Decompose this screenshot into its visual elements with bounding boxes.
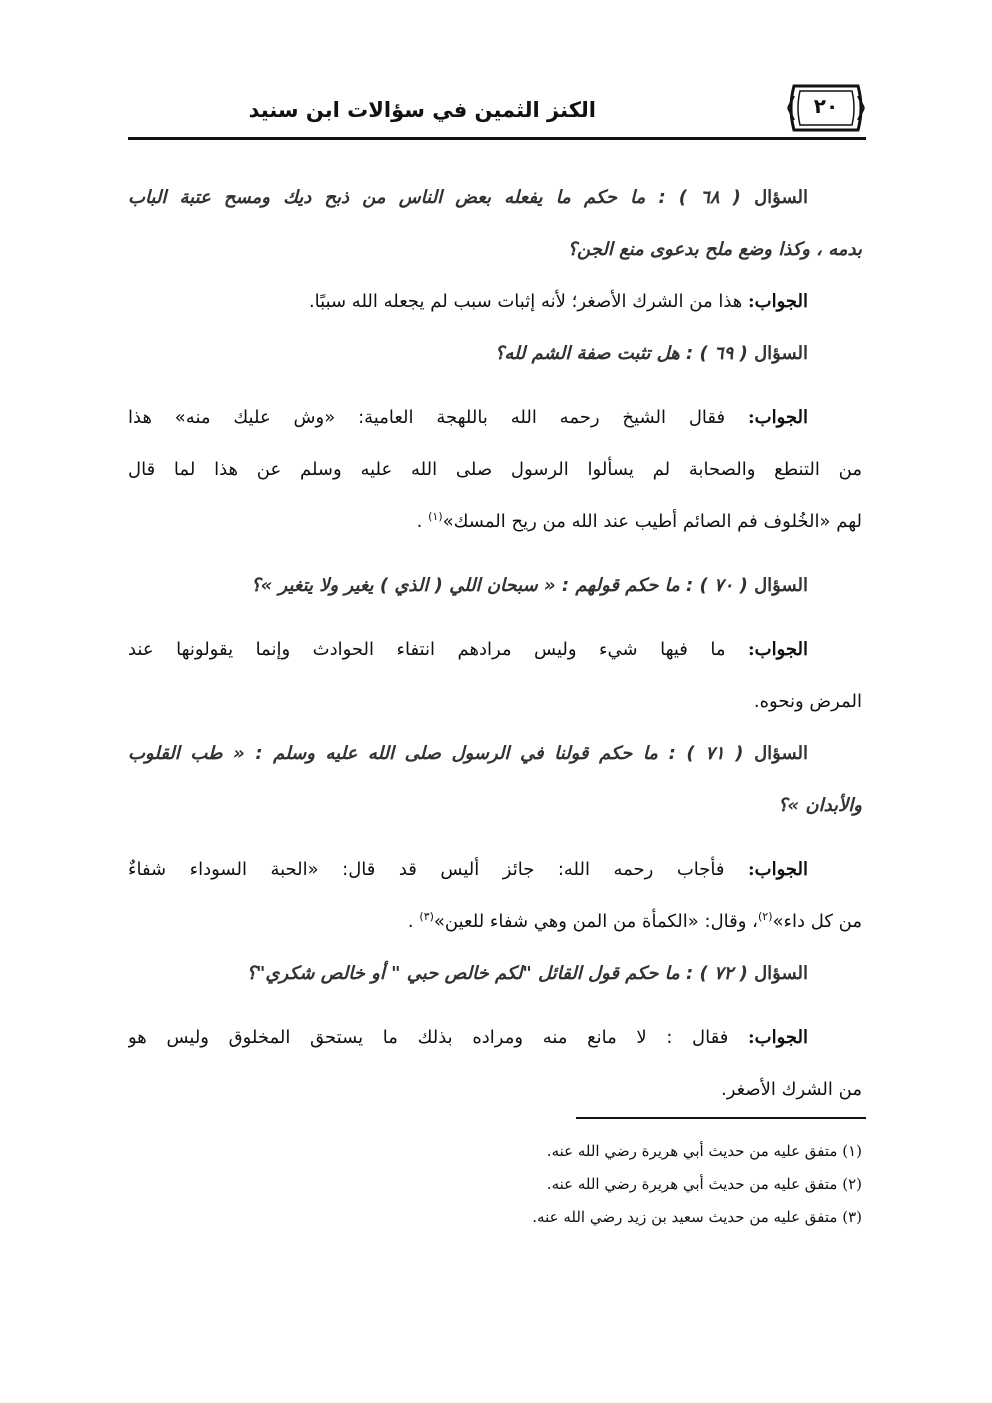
answer-label: الجواب:	[747, 1027, 808, 1048]
text-line: المرض ونحوه.	[753, 691, 862, 712]
text-line: من الشرك الأصغر.	[721, 1079, 862, 1100]
footnote-ref[interactable]: (٣)	[419, 910, 434, 923]
question-label: السؤال	[754, 963, 808, 984]
answer-text: .	[416, 511, 423, 532]
answer-text: .	[407, 911, 414, 932]
text-line	[128, 1012, 862, 1064]
question-label: السؤال	[754, 343, 808, 364]
text-line	[128, 728, 862, 780]
text-line	[128, 392, 862, 444]
question-70	[128, 560, 862, 612]
question-71	[128, 728, 862, 832]
page-content	[128, 172, 862, 1116]
answer-71	[128, 844, 862, 948]
answer-label: الجواب:	[748, 407, 808, 428]
text-line	[128, 560, 862, 612]
page-number: ٢٠	[813, 94, 839, 118]
text-line	[128, 948, 862, 1000]
question-label: السؤال	[754, 575, 808, 596]
answer-text: ، وقال: «الكمأة من المن وهي شفاء للعين»	[433, 911, 758, 932]
question-text: ( ٧١ ) : ما حكم قولنا في الرسول صلى الله عليه وسلم : « طب القلوب	[128, 743, 744, 764]
question-text: ( ٧٢ ) : ما حكم قول القائل "لكم خالص حبي " أو خالص شكري"؟	[246, 963, 748, 984]
footnote-item: (٢) متفق عليه من حديث أبي هريرة رضي الله عنه.	[546, 1175, 862, 1193]
footnote-ref[interactable]: (١)	[428, 510, 443, 523]
footnote-ref[interactable]: (٢)	[758, 910, 773, 923]
text-line: والأبدان »؟	[777, 795, 862, 816]
question-label: السؤال	[754, 743, 808, 764]
text-line	[128, 624, 862, 676]
text-line	[128, 896, 862, 948]
answer-72	[128, 1012, 862, 1116]
question-text: ( ٧٠ ) : ما حكم قولهم : « سبحان اللي ( الذي ) يغير ولا يتغير »؟	[251, 575, 748, 596]
text-line	[128, 276, 862, 328]
running-title: الكنز الثمين في سؤالات ابن سنيد	[248, 98, 596, 122]
text-line: بدمه ، وكذا وضع ملح بدعوى منع الجن؟	[567, 239, 862, 260]
answer-69	[128, 392, 862, 548]
answer-text: فقال الشيخ رحمه الله باللهجة العامية: «وش عليك منه» هذا	[128, 407, 726, 428]
text-line	[128, 328, 862, 380]
question-69	[128, 328, 862, 380]
question-68	[128, 172, 862, 276]
footnote-item: (١) متفق عليه من حديث أبي هريرة رضي الله عنه.	[546, 1142, 862, 1160]
answer-text: لهم «الخُلوف فم الصائم أطيب عند الله من ريح المسك»	[442, 511, 862, 532]
text-line	[128, 844, 862, 896]
answer-label: الجواب:	[747, 859, 808, 880]
answer-text: ما فيها شيء وليس مرادهم انتفاء الحوادث وإنما يقولونها عند	[128, 639, 726, 660]
answer-70	[128, 624, 862, 728]
answer-text: فأجاب رحمه الله: جائز أليس قد قال: «الحبة السوداء شفاءٌ	[128, 859, 725, 880]
answer-text: هذا من الشرك الأصغر؛ لأنه إثبات سبب لم يجعله الله سببًا.	[308, 291, 743, 312]
question-text: ( ٦٩ ) : هل تثبت صفة الشم لله؟	[494, 343, 748, 364]
question-72	[128, 948, 862, 1000]
footnote-item: (٣) متفق عليه من حديث سعيد بن زيد رضي الله عنه.	[532, 1208, 862, 1226]
answer-text: فقال : لا مانع منه ومراده بذلك ما يستحق المخلوق وليس هو	[128, 1027, 729, 1048]
question-text: ( ٦٨ ) : ما حكم ما يفعله بعض الناس من ذبح ديك ومسح عتبة الباب	[128, 187, 741, 208]
header-divider	[128, 137, 866, 140]
text-line	[128, 172, 862, 224]
text-line	[128, 496, 862, 548]
footnote-divider	[576, 1117, 866, 1119]
answer-text: من كل داء»	[772, 911, 862, 932]
footnotes	[262, 1135, 862, 1234]
answer-68	[128, 276, 862, 328]
page-number-badge	[786, 82, 866, 134]
text-line: من التنطع والصحابة لم يسألوا الرسول صلى الله عليه وسلم عن هذا لما قال	[128, 459, 862, 480]
answer-label: الجواب:	[748, 639, 808, 660]
answer-label: الجواب:	[748, 291, 808, 312]
page-header	[128, 82, 866, 138]
question-label: السؤال	[754, 187, 808, 208]
